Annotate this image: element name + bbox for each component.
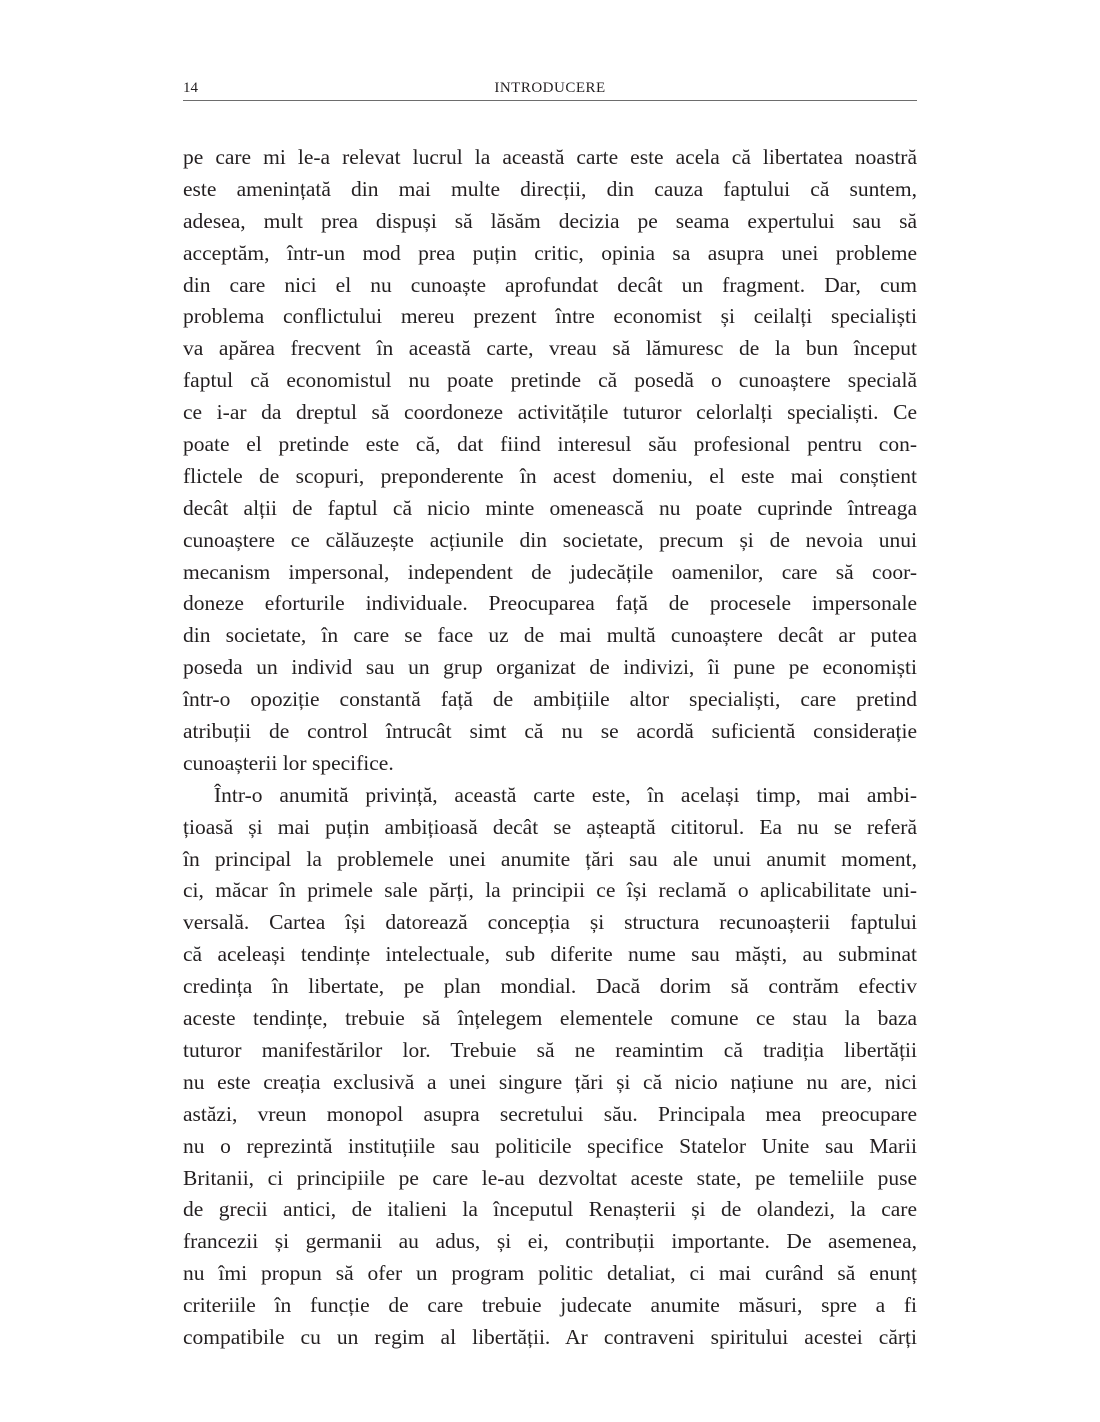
- text-line: credința în libertate, pe plan mondial. Dacă dorim să contrăm efectiv: [183, 974, 917, 999]
- text-line: nu este creația exclusivă a unei singure țări și că nicio națiune nu are, nici: [183, 1069, 917, 1094]
- text-line: de grecii antici, de italieni la începutul Renașterii și de olandezi, la care: [183, 1197, 917, 1222]
- page-number: 14: [183, 80, 198, 96]
- text-line: atribuții de control întrucât simt că nu se acordă suficientă considerație: [183, 719, 917, 744]
- text-line: acceptăm, într-un mod prea puțin critic, opinia sa asupra unei probleme: [183, 240, 917, 265]
- paragraph-1: [183, 142, 917, 780]
- text-line: Într-o anumită privință, această carte este, în același timp, mai ambi-: [214, 782, 917, 807]
- text-line: astăzi, vreun monopol asupra secretului său. Principala mea preocupare: [183, 1101, 917, 1126]
- running-title: INTRODUCERE: [494, 80, 606, 96]
- text-line: aceste tendințe, trebuie să înțelegem elementele comune ce stau la baza: [183, 1006, 917, 1031]
- text-line: nu o reprezintă instituțiile sau politicile specifice Statelor Unite sau Marii: [183, 1133, 917, 1158]
- text-line: flictele de scopuri, preponderente în acest domeniu, el este mai conștient: [183, 463, 917, 488]
- text-line: poate el pretinde este că, dat fiind interesul său profesional pentru con-: [183, 432, 917, 457]
- text-line: ci, măcar în primele sale părți, la principii ce își reclamă o aplicabilitate uni-: [183, 878, 917, 903]
- text-line: decât alții de faptul că nicio minte omenească nu poate cuprinde întreaga: [183, 495, 917, 520]
- text-line: nu îmi propun să ofer un program politic detaliat, ci mai curând să enunț: [183, 1261, 917, 1286]
- text-line: din societate, în care se face uz de mai multă cunoaștere decât ar putea: [183, 623, 917, 648]
- text-line: din care nici el nu cunoaște aprofundat decât un fragment. Dar, cum: [183, 272, 917, 297]
- text-line: doneze eforturile individuale. Preocuparea față de procesele impersonale: [183, 591, 917, 616]
- text-line: este amenințată din mai multe direcții, din cauza faptului că suntem,: [183, 176, 917, 201]
- body-text: [183, 142, 917, 1354]
- text-line: ce i-ar da dreptul să coordoneze activitățile tuturor celorlalți specialiști. Ce: [183, 400, 917, 425]
- text-line: într-o opoziție constantă față de ambițiile altor specialiști, care pretind: [183, 687, 917, 712]
- text-line: tuturor manifestărilor lor. Trebuie să ne reamintim că tradiția libertății: [183, 1037, 917, 1062]
- text-line: adesea, mult prea dispuși să lăsăm decizia pe seama expertului sau să: [183, 208, 917, 233]
- text-line: Britanii, ci principiile pe care le-au dezvoltat aceste state, pe temeliile puse: [183, 1165, 917, 1190]
- text-line: pe care mi le-a relevat lucrul la această carte este acela că libertatea noastră: [183, 145, 917, 169]
- text-line: compatibile cu un regim al libertății. Ar contraveni spiritului acestei cărți: [183, 1324, 917, 1349]
- text-line: francezii și germanii au adus, și ei, contribuții importante. De asemenea,: [183, 1229, 917, 1254]
- text-line: versală. Cartea își datorează concepția și structura recunoașterii faptului: [183, 910, 917, 935]
- text-line: poseda un individ sau un grup organizat de indivizi, îi pune pe economiști: [183, 655, 917, 680]
- text-line: în principal la problemele unei anumite țări sau ale unui anumit moment,: [183, 846, 917, 871]
- text-line: criteriile în funcție de care trebuie judecate anumite măsuri, spre a fi: [183, 1293, 917, 1318]
- text-line: mecanism impersonal, independent de judecățile oamenilor, care să coor-: [183, 559, 917, 584]
- text-line: va apărea frecvent în această carte, vreau să lămuresc de la bun început: [183, 336, 917, 361]
- text-line: problema conflictului mereu prezent între economist și ceilalți specialiști: [183, 304, 917, 329]
- text-line: cunoașterii lor specifice.: [183, 750, 394, 775]
- text-line: țioasă și mai puțin ambițioasă decât se așteaptă cititorul. Ea nu se referă: [183, 814, 917, 839]
- running-header: [183, 78, 917, 101]
- text-line: cunoaștere ce călăuzește acțiunile din societate, precum și de nevoia unui: [183, 527, 917, 552]
- text-line: faptul că economistul nu poate pretinde că posedă o cunoaștere specială: [183, 368, 917, 393]
- paragraph-2: [183, 780, 917, 1354]
- text-line: că aceleași tendințe intelectuale, sub diferite nume sau măști, au subminat: [183, 942, 917, 967]
